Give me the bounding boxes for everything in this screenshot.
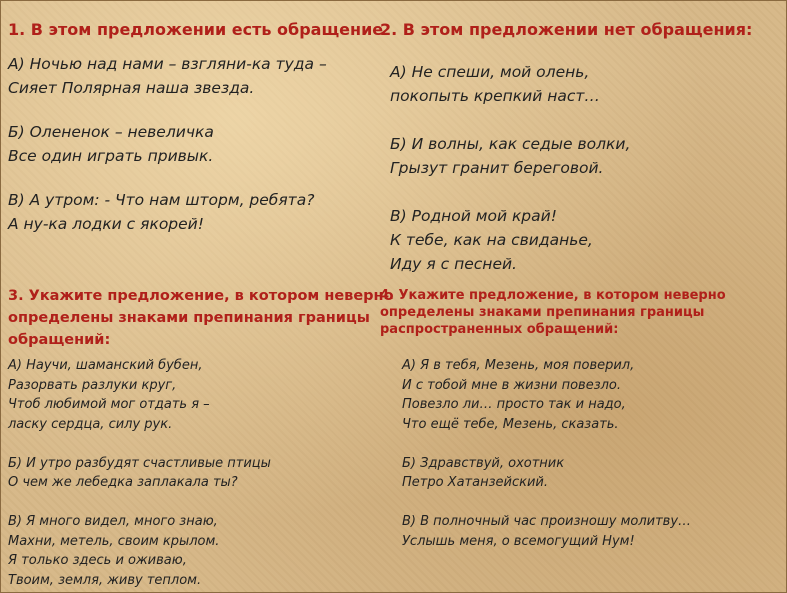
section1-title: 1. В этом предложении есть обращение [8, 20, 384, 39]
option-c-line: Иду я с песней. [390, 255, 517, 273]
option-b-line: Б) Олененок – невеличка [8, 123, 214, 141]
option-a-line: А) Научи, шаманский бубен, [8, 358, 203, 373]
option-a-line: А) Не спеши, мой олень, [390, 63, 590, 81]
option-a-line: Повезло ли… просто так и надо, [402, 397, 626, 412]
section3-title-line: определены знаками препинания границы [8, 310, 370, 326]
option-c-line: Махни, метель, своим крылом. [8, 533, 220, 549]
option-c-line: А ну-ка лодки с якорей! [8, 215, 204, 233]
option-b-line: Б) И волны, как седые волки, [390, 135, 631, 153]
option-a-line: Разорвать разлуки круг, [8, 377, 177, 393]
option-c-line: В) А утром: - Что нам шторм, ребята? [8, 191, 315, 209]
option-c-line: В) В полночный час произношу молитву… [402, 514, 692, 529]
option-a-line: Что ещё тебе, Мезень, сказать. [402, 416, 619, 432]
option-a-line: А) Ночью над нами – взгляни-ка туда – [8, 55, 327, 73]
option-c-line: Услышь меня, о всемогущий Нум! [402, 533, 635, 549]
option-a-line: Чтоб любимой мог отдать я – [8, 397, 210, 412]
section4-title-line: распространенных обращений: [380, 322, 619, 337]
option-c-line: К тебе, как на свиданье, [390, 231, 593, 249]
option-c-line: В) Родной мой край! [390, 207, 557, 225]
section2-options [390, 60, 630, 276]
section3-title-line: 3. Укажите предложение, в котором неверно [8, 288, 394, 304]
option-c-line: Я только здесь и оживаю, [8, 553, 187, 568]
option-a-line: покопыть крепкий наст… [390, 87, 600, 105]
section4-options [402, 356, 691, 551]
option-a-line: И с тобой мне в жизни повезло. [402, 377, 622, 393]
option-b-line: Грызут гранит береговой. [390, 159, 604, 177]
section2-title: 2. В этом предложении нет обращения: [380, 20, 753, 39]
section3-title-line: обращений: [8, 332, 111, 348]
option-b-line: Все один играть привык. [8, 147, 214, 165]
option-a-line: Сияет Полярная наша звезда. [8, 79, 255, 97]
section4-title-line: 4. Укажите предложение, в котором неверно [380, 288, 726, 303]
option-a-line: ласку сердца, силу рук. [8, 416, 173, 432]
option-b-line: Петро Хатанзейский. [402, 475, 548, 490]
section3-options [8, 356, 271, 590]
option-c-line: В) Я много видел, много знаю, [8, 514, 218, 529]
section4-title [380, 287, 726, 338]
option-b-line: Б) И утро разбудят счастливые птицы [8, 455, 271, 471]
option-b-line: Б) Здравствуй, охотник [402, 455, 565, 471]
section4-title-line: определены знаками препинания границы [380, 305, 705, 320]
section1-options [8, 52, 327, 236]
section3-title [8, 285, 394, 351]
option-a-line: А) Я в тебя, Мезень, моя поверил, [402, 358, 635, 373]
option-b-line: О чем же лебедка заплакала ты? [8, 475, 238, 490]
option-c-line: Твоим, земля, живу теплом. [8, 572, 202, 588]
